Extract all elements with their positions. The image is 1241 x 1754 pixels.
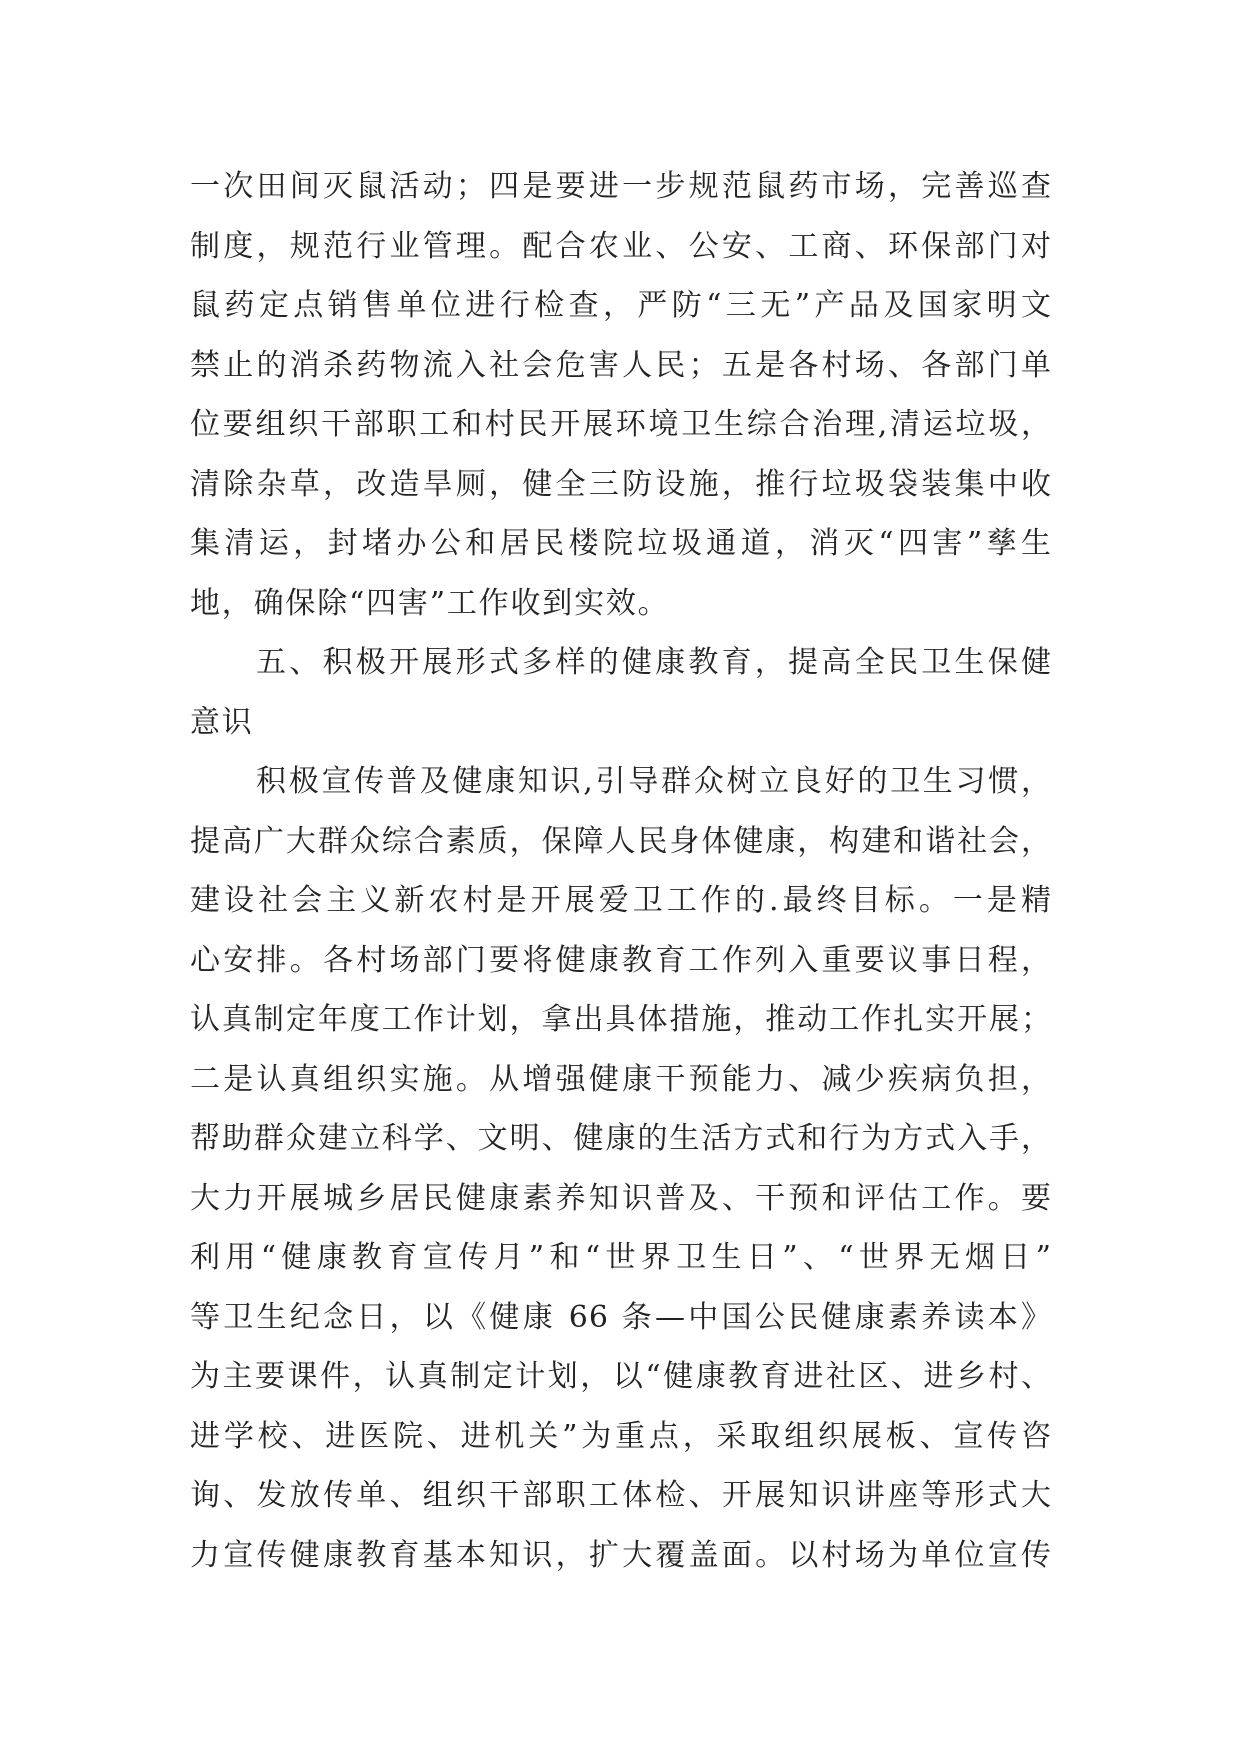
- text-line: 禁止的消杀药物流入社会危害人民；五是各村场、各部门单: [190, 347, 1052, 383]
- text-line: 帮助群众建立科学、文明、健康的生活方式和行为方式入手，: [190, 1121, 1052, 1156]
- text-line: 为主要课件，认真制定计划，以“健康教育进社区、进乡村、: [190, 1359, 1052, 1394]
- text-line: 大力开展城乡居民健康素养知识普及、干预和评估工作。要: [190, 1180, 1052, 1216]
- text-line: 鼠药定点销售单位进行检查，严防“三无”产品及国家明文: [190, 288, 1052, 323]
- paragraph-health-education: [190, 752, 1052, 1585]
- text-line: 二是认真组织实施。从增强健康干预能力、减少疾病负担，: [190, 1061, 1052, 1097]
- text-line: 制度，规范行业管理。配合农业、公安、工商、环保部门对: [190, 228, 1052, 264]
- text-line: 进学校、进医院、进机关”为重点，采取组织展板、宣传咨: [190, 1418, 1052, 1454]
- text-line: 位要组织干部职工和村民开展环境卫生综合治理,清运垃圾，: [190, 407, 1052, 442]
- text-line: 集清运，封堵办公和居民楼院垃圾通道，消灭“四害”孳生: [190, 526, 1052, 561]
- text-line: 力宣传健康教育基本知识，扩大覆盖面。以村场为单位宣传: [190, 1537, 1052, 1573]
- text-line: 心安排。各村场部门要将健康教育工作列入重要议事日程，: [190, 942, 1052, 978]
- paragraph-rodent-control-continued: [190, 157, 1052, 633]
- text-line: 一次田间灭鼠活动；四是要进一步规范鼠药市场，完善巡查: [190, 169, 1052, 204]
- section-heading-line: 意识: [190, 704, 254, 740]
- text-line: 清除杂草，改造旱厕，健全三防设施，推行垃圾袋装集中收: [190, 466, 1052, 502]
- text-line: 利用“健康教育宣传月”和“世界卫生日”、“世界无烟日”: [190, 1240, 1052, 1275]
- section-heading-line: 五、积极开展形式多样的健康教育，提高全民卫生保健: [256, 645, 1052, 680]
- text-line: 积极宣传普及健康知识,引导群众树立良好的卫生习惯，: [256, 764, 1052, 799]
- text-line: 认真制定年度工作计划，拿出具体措施，推动工作扎实开展；: [190, 1002, 1052, 1037]
- text-line: 地，确保除“四害”工作收到实效。: [190, 585, 670, 621]
- text-line: 等卫生纪念日，以《健康 66 条—中国公民健康素养读本》: [190, 1299, 1052, 1335]
- section-heading-health-education: [190, 633, 1052, 752]
- body-text: [190, 157, 1052, 1585]
- text-line: 询、发放传单、组织干部职工体检、开展知识讲座等形式大: [190, 1478, 1052, 1513]
- text-line: 提高广大群众综合素质，保障人民身体健康，构建和谐社会，: [190, 823, 1052, 859]
- text-line: 建设社会主义新农村是开展爱卫工作的.最终目标。一是精: [190, 883, 1052, 918]
